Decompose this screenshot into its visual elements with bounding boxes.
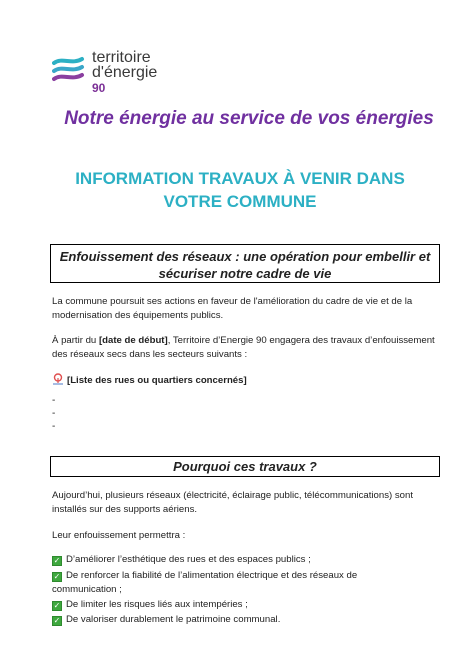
- street-list-label-row: [52, 373, 444, 388]
- date-placeholder: [date de début]: [98, 335, 168, 346]
- benefit-item-3: [52, 598, 444, 612]
- para2-post: , Territoire d’Energie 90 engagera des travaux d’enfouissement des réseaux secs dans les secteurs suivants :: [52, 335, 435, 360]
- section1-heading: Enfouissement des réseaux : une opération pour embellir et sécuriser notre cadre de vie: [59, 249, 431, 281]
- section2-heading: Pourquoi ces travaux ?: [173, 459, 317, 474]
- logo-line2: d'énergie: [92, 64, 158, 81]
- benefit-text-1: D’améliorer l’esthétique des rues et des espaces publics ;: [66, 554, 311, 565]
- benefit-item-2: [52, 569, 444, 583]
- territoire-energie-logo: [52, 50, 202, 100]
- logo-number: 90: [92, 81, 106, 95]
- section2-heading-box: [50, 456, 440, 477]
- main-title-line2: VOTRE COMMUNE: [163, 192, 317, 211]
- benefit-item-4: [52, 613, 444, 627]
- benefit-text-2b: communication ;: [52, 584, 122, 595]
- main-title-line1: INFORMATION TRAVAUX À VENIR DANS: [75, 169, 405, 188]
- section1-heading-box: [50, 244, 440, 283]
- street-item-2: -: [52, 408, 56, 419]
- check-icon: ✓: [53, 616, 61, 625]
- main-title: [0, 167, 470, 213]
- benefit-text-4: De valoriser durablement le patrimoine communal.: [66, 614, 281, 625]
- section2-para1: Aujourd’hui, plusieurs réseaux (électricité, éclairage public, télécommunications) sont installés sur des supports aériens.: [52, 490, 414, 515]
- map-pin-icon: [52, 373, 64, 385]
- benefit-item-1: [52, 553, 444, 567]
- benefit-item-2-continued: [52, 583, 444, 597]
- benefit-text-2: De renforcer la fiabilité de l’alimentation électrique et des réseaux de: [66, 570, 358, 581]
- benefit-text-3: De limiter les risques liés aux intempéries ;: [66, 599, 248, 610]
- check-icon: ✓: [53, 556, 61, 565]
- logo-line1: territoire: [92, 49, 151, 66]
- para2-pre: À partir du: [52, 335, 99, 346]
- section2-para2: Leur enfouissement permettra :: [52, 530, 186, 541]
- logo-wave-icon: [52, 55, 86, 89]
- street-item-1: -: [52, 395, 56, 406]
- tagline: Notre énergie au service de vos énergies: [64, 108, 434, 129]
- street-list-label: [Liste des rues ou quartiers concernés]: [67, 375, 247, 386]
- check-icon: ✓: [53, 572, 61, 581]
- section1-para1: La commune poursuit ses actions en faveur de l'amélioration du cadre de vie et de la modernisation des équipements publics.: [52, 296, 413, 321]
- check-icon: ✓: [53, 601, 61, 610]
- street-item-3: -: [52, 421, 56, 432]
- section1-para2: [52, 334, 444, 362]
